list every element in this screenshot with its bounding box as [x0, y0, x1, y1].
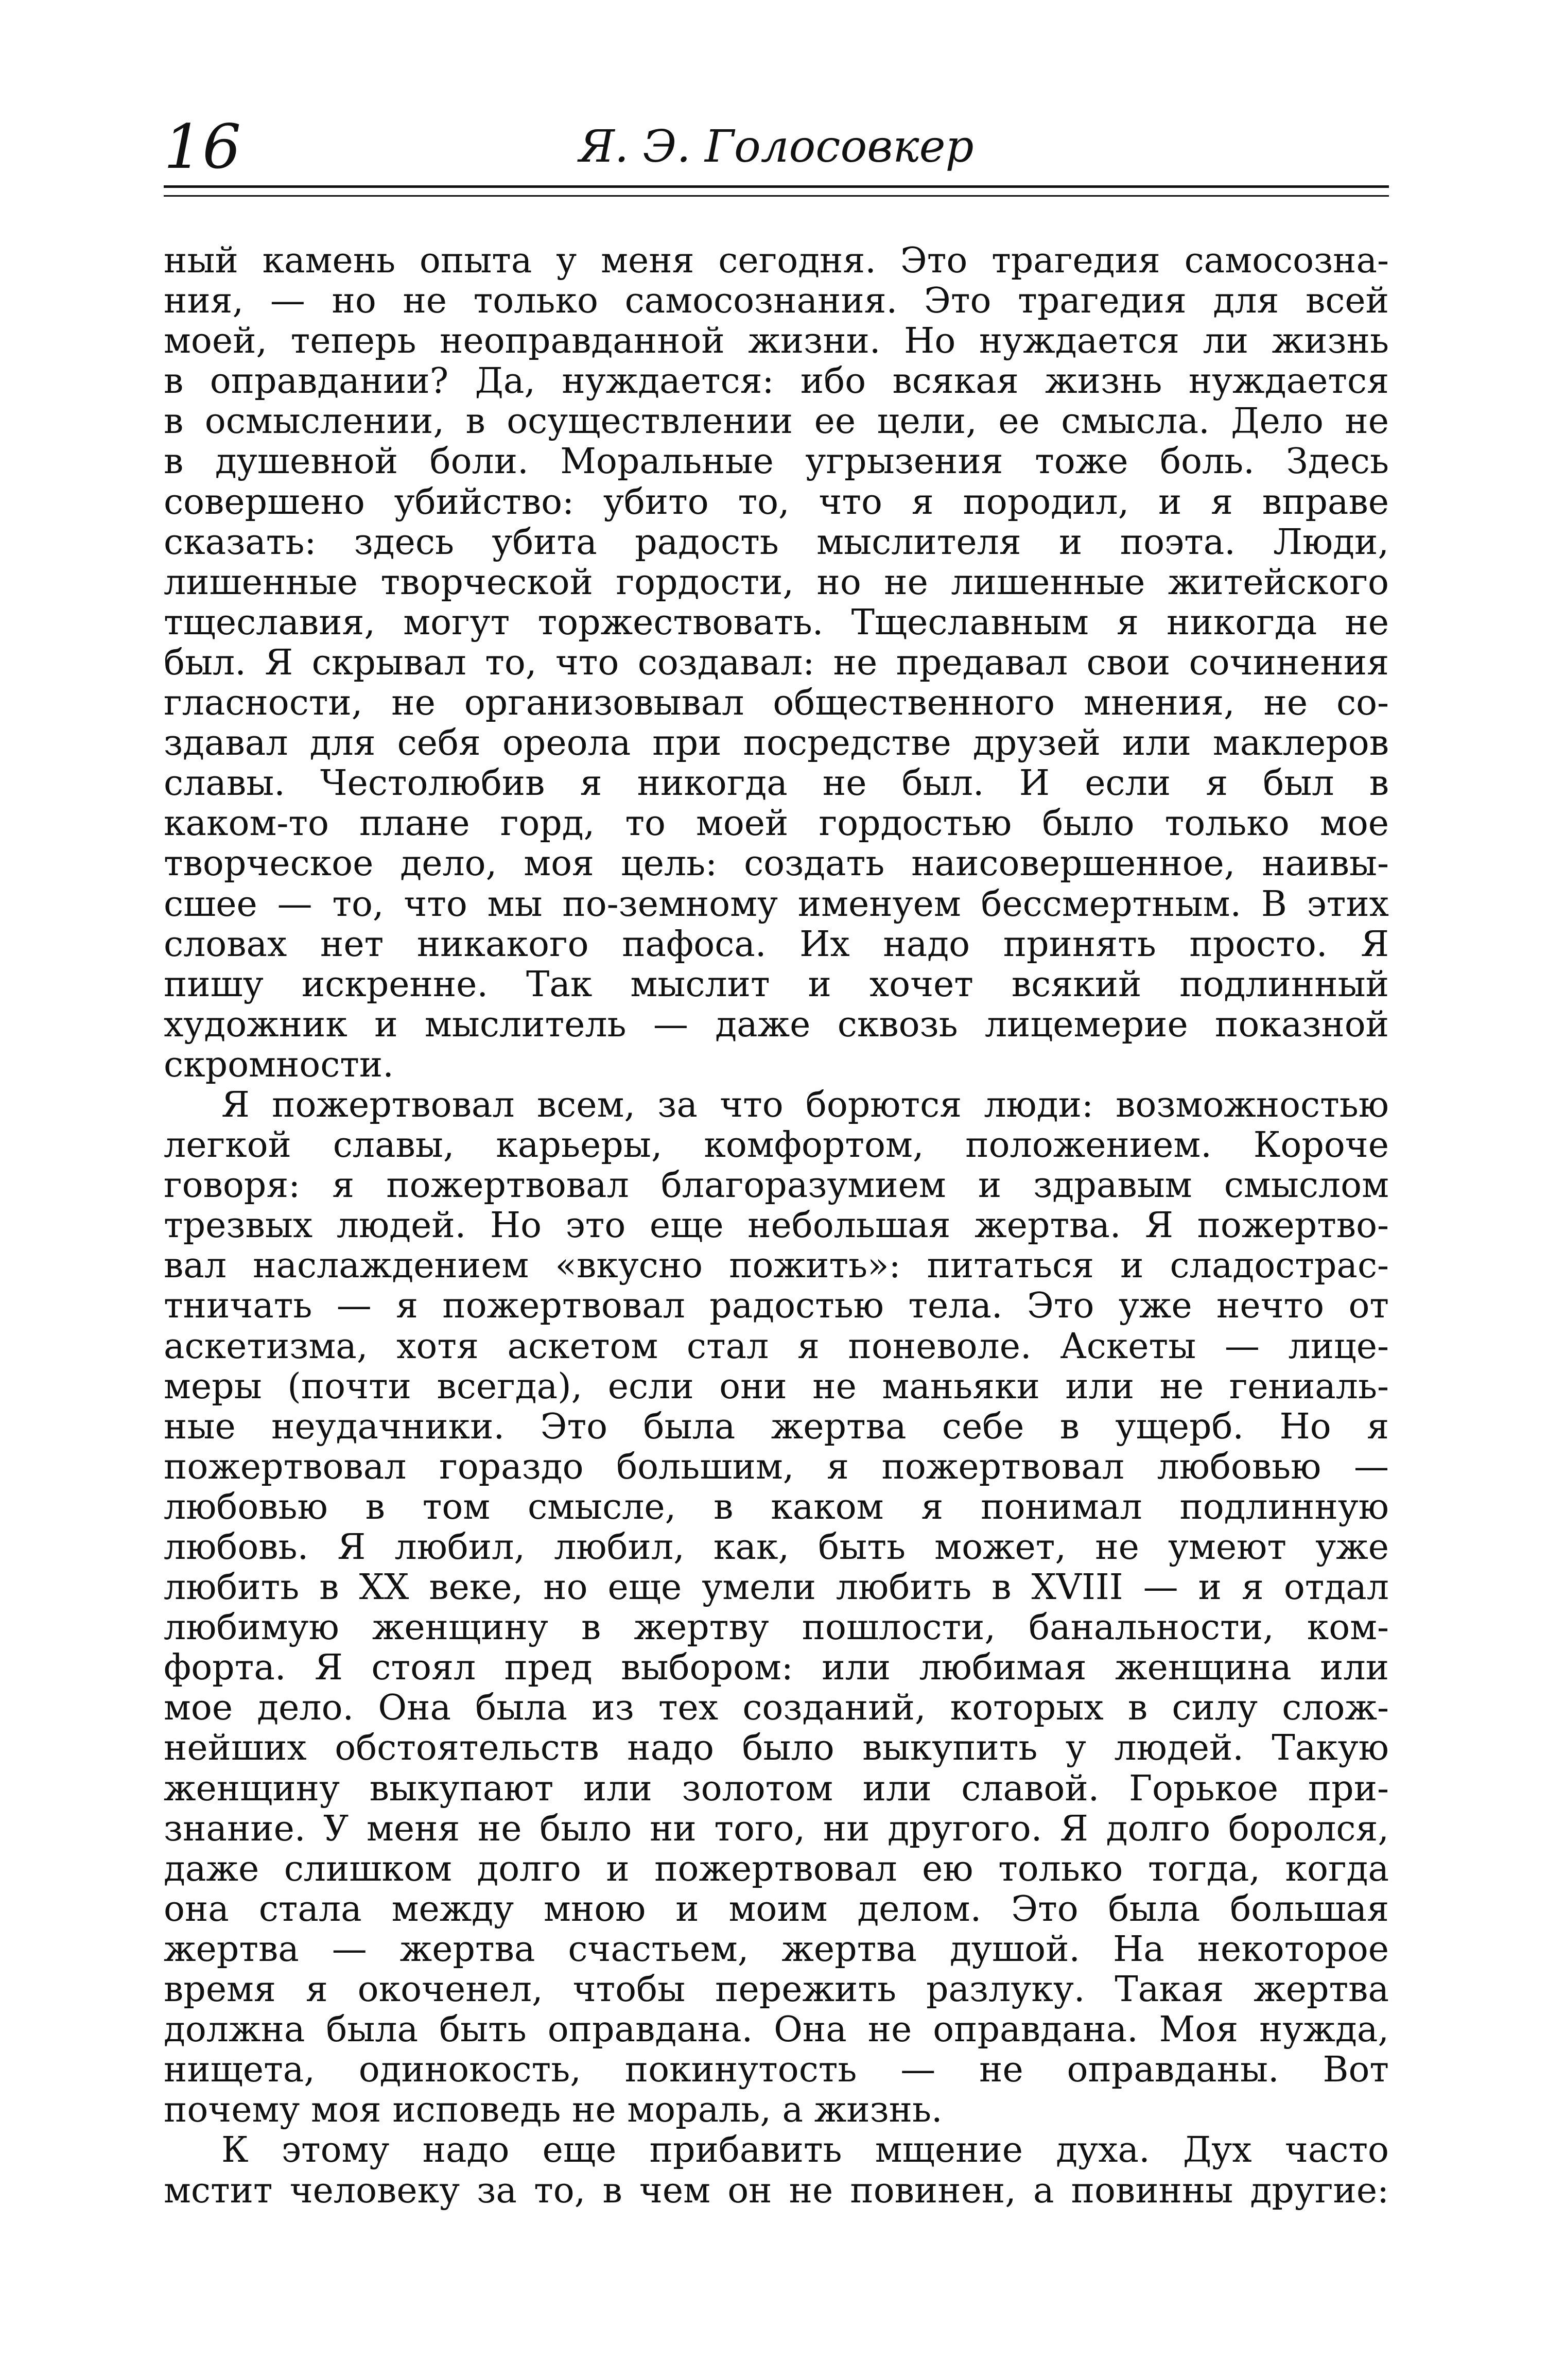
text-line: К этому надо еще прибавить мщение духа. Дух часто: [221, 2130, 1389, 2171]
page-number: 16: [164, 111, 241, 182]
text-line: тничать — я пожертвовал радостью тела. Это уже нечто от: [164, 1285, 1389, 1327]
text-line: любовью в том смысле, в каком я понимал подлинную: [164, 1486, 1389, 1527]
text-line: легкой славы, карьеры, комфортом, положением. Короче: [164, 1125, 1389, 1166]
text-line: словах нет никакого пафоса. Их надо принять просто. Я: [164, 924, 1389, 965]
text-line: любить в XX веке, но еще умели любить в XVIII — и я отдал: [164, 1567, 1389, 1608]
text-line: совершено убийство: убито то, что я породил, и я вправе: [164, 481, 1389, 523]
text-line: творческое дело, моя цель: создать наисовершенное, наивы-: [164, 843, 1389, 884]
body-text: [164, 241, 1389, 2211]
text-line: аскетизма, хотя аскетом стал я поневоле. Аскеты — лице-: [164, 1326, 1389, 1367]
text-line: тщеславия, могут торжествовать. Тщеславным я никогда не: [164, 602, 1389, 643]
text-line: художник и мыслитель — даже сквозь лицемерие показной: [164, 1004, 1389, 1045]
paragraph: [164, 2130, 1389, 2211]
text-line: любовь. Я любил, любил, как, быть может, не умеют уже: [164, 1527, 1389, 1568]
text-line: каком-то плане горд, то моей гордостью было только мое: [164, 803, 1389, 844]
text-line: скромности.: [164, 1044, 394, 1085]
text-line: ния, — но не только самосознания. Это трагедия для всей: [164, 281, 1389, 322]
text-line: вал наслаждением «вкусно пожить»: питаться и сладострас-: [164, 1245, 1389, 1287]
text-line: она стала между мною и моим делом. Это была большая: [164, 1888, 1389, 1930]
text-line: должна была быть оправдана. Она не оправдана. Моя нужда,: [164, 2009, 1389, 2051]
text-line: моей, теперь неоправданной жизни. Но нуждается ли жизнь: [164, 321, 1389, 362]
text-line: говоря: я пожертвовал благоразумием и здравым смыслом: [164, 1165, 1389, 1206]
text-line: в оправдании? Да, нуждается: ибо всякая жизнь нуждается: [164, 361, 1389, 402]
paragraph: [164, 1085, 1389, 2130]
header-double-rule: [164, 185, 1389, 197]
text-line: в осмыслении, в осуществлении ее цели, ее смысла. Дело не: [164, 401, 1389, 442]
text-line: сшее — то, что мы по-земному именуем бессмертным. В этих: [164, 883, 1389, 925]
text-line: знание. У меня не было ни того, ни другого. Я долго боролся,: [164, 1808, 1389, 1849]
text-line: почему моя исповедь не мораль, а жизнь.: [164, 2090, 943, 2131]
text-line: сказать: здесь убита радость мыслителя и поэта. Люди,: [164, 522, 1389, 563]
paragraph: [164, 241, 1389, 1085]
text-line: женщину выкупают или золотом или славой. Горькое при-: [164, 1768, 1389, 1809]
text-line: здавал для себя ореола при посредстве друзей или маклеров: [164, 723, 1389, 764]
text-line: пишу искренне. Так мыслит и хочет всякий подлинный: [164, 964, 1389, 1005]
running-title: Я. Э. Голосовкер: [579, 121, 974, 172]
text-line: был. Я скрывал то, что создавал: не предавал свои сочинения: [164, 642, 1389, 683]
text-line: Я пожертвовал всем, за что борются люди: возможностью: [221, 1084, 1389, 1125]
text-line: лишенные творческой гордости, но не лишенные житейского: [164, 562, 1389, 603]
text-line: нейших обстоятельств надо было выкупить у людей. Такую: [164, 1728, 1389, 1769]
text-line: трезвых людей. Но это еще небольшая жертва. Я пожертво-: [164, 1205, 1389, 1246]
text-line: жертва — жертва счастьем, жертва душой. На некоторое: [164, 1929, 1389, 1970]
text-line: славы. Честолюбив я никогда не был. И если я был в: [164, 763, 1389, 804]
text-line: меры (почти всегда), если они не маньяки или не гениаль-: [164, 1366, 1389, 1407]
text-line: мое дело. Она была из тех созданий, которых в силу слож-: [164, 1688, 1389, 1729]
text-line: в душевной боли. Моральные угрызения тоже боль. Здесь: [164, 441, 1389, 482]
text-line: форта. Я стоял пред выбором: или любимая женщина или: [164, 1647, 1389, 1689]
running-head: [164, 103, 1389, 190]
text-line: любимую женщину в жертву пошлости, банальности, ком-: [164, 1607, 1389, 1648]
text-line: мстит человеку за то, в чем он не повинен, а повинны другие:: [164, 2170, 1389, 2211]
text-line: даже слишком долго и пожертвовал ею только тогда, когда: [164, 1848, 1389, 1889]
text-line: гласности, не организовывал общественного мнения, не со-: [164, 683, 1389, 724]
text-line: время я окоченел, чтобы пережить разлуку. Такая жертва: [164, 1969, 1389, 2010]
text-line: пожертвовал гораздо большим, я пожертвовал любовью —: [164, 1446, 1389, 1487]
text-line: ный камень опыта у меня сегодня. Это трагедия самосозна-: [164, 240, 1389, 281]
text-line: ные неудачники. Это была жертва себе в ущерб. Но я: [164, 1406, 1389, 1447]
text-line: нищета, одинокость, покинутость — не оправданы. Вот: [164, 2049, 1389, 2091]
